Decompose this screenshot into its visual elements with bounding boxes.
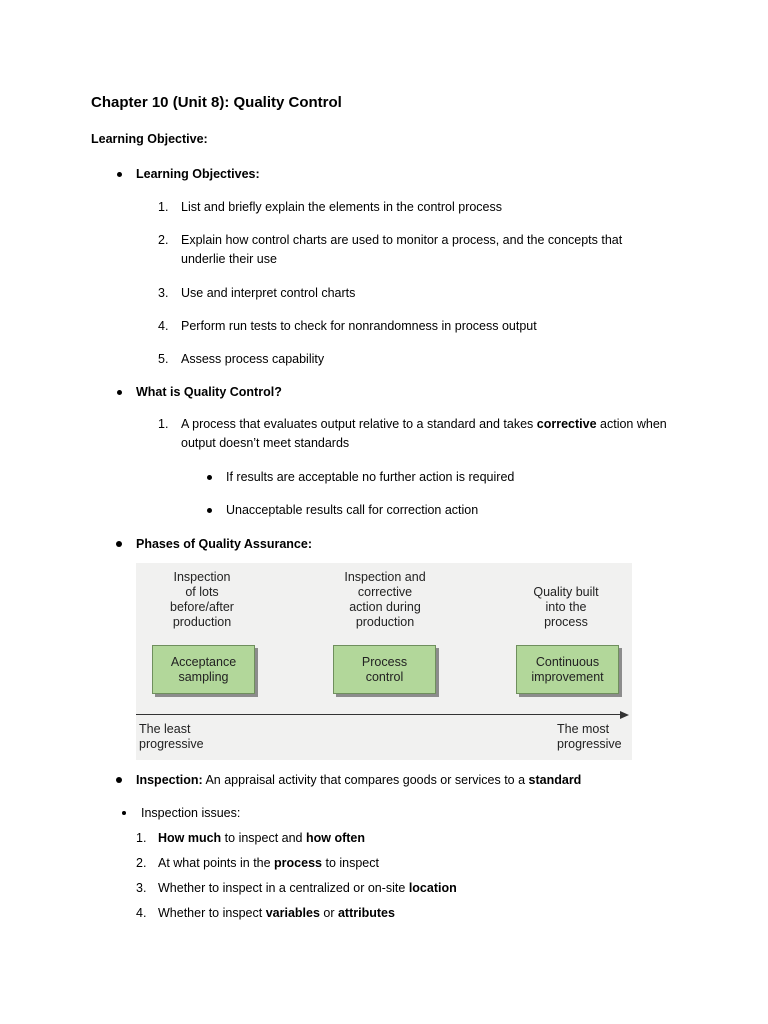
list-number: 1.: [158, 200, 169, 214]
list-number: 1.: [136, 831, 147, 845]
learning-objectives-label: Learning Objectives:: [136, 167, 260, 181]
list-number: 3.: [158, 286, 169, 300]
list-item: Perform run tests to check for nonrandomness in process output: [181, 319, 537, 333]
most-progressive-label: The most progressive: [557, 722, 622, 751]
bullet-dot: [117, 390, 122, 395]
bullet-dot: [207, 475, 212, 480]
list-number: 4.: [136, 906, 147, 920]
bullet-dot: [207, 508, 212, 513]
list-item-continued: underlie their use: [181, 252, 277, 266]
continuous-improvement-box: Continuous improvement: [516, 645, 619, 694]
list-item: Assess process capability: [181, 352, 325, 366]
process-control-box: Process control: [333, 645, 436, 694]
inspection-definition: Inspection: An appraisal activity that compares goods or services to a standard: [136, 773, 582, 787]
list-item: Whether to inspect in a centralized or on-site location: [158, 881, 457, 895]
list-item: At what points in the process to inspect: [158, 856, 379, 870]
list-number: 4.: [158, 319, 169, 333]
phases-label: Phases of Quality Assurance:: [136, 537, 312, 551]
bullet-dot: [116, 541, 122, 547]
phase-caption: Inspection and corrective action during production: [344, 570, 426, 629]
list-item: Explain how control charts are used to monitor a process, and the concepts that: [181, 233, 623, 247]
list-item: List and briefly explain the elements in the control process: [181, 200, 503, 214]
least-progressive-label: The least progressive: [139, 722, 204, 751]
phase-caption: Quality built into the process: [533, 585, 599, 629]
sub-list-item: Unacceptable results call for correction action: [226, 503, 479, 517]
bullet-dot: [122, 811, 126, 815]
list-number: 2.: [136, 856, 147, 870]
bullet-dot: [116, 777, 122, 783]
arrow-head-icon: [620, 711, 629, 719]
what-is-qc-label: What is Quality Control?: [136, 385, 282, 399]
quality-assurance-diagram: [136, 563, 632, 760]
list-item: How much to inspect and how often: [158, 831, 365, 845]
progress-arrow-line: [136, 714, 622, 715]
phase-caption: Inspection of lots before/after production: [170, 570, 234, 629]
list-number: 3.: [136, 881, 147, 895]
list-number: 2.: [158, 233, 169, 247]
page-title: Chapter 10 (Unit 8): Quality Control: [91, 94, 342, 111]
list-item: Whether to inspect variables or attributes: [158, 906, 395, 920]
inspection-issues-label: Inspection issues:: [141, 806, 241, 820]
learning-objective-heading: Learning Objective:: [91, 132, 208, 146]
list-number: 5.: [158, 352, 169, 366]
list-number: 1.: [158, 417, 169, 431]
list-item: Use and interpret control charts: [181, 286, 356, 300]
sub-list-item: If results are acceptable no further action is required: [226, 470, 515, 484]
list-item-continued: output doesn’t meet standards: [181, 436, 350, 450]
list-item: A process that evaluates output relative to a standard and takes corrective action when: [181, 417, 667, 431]
acceptance-sampling-box: Acceptance sampling: [152, 645, 255, 694]
bullet-dot: [117, 172, 122, 177]
